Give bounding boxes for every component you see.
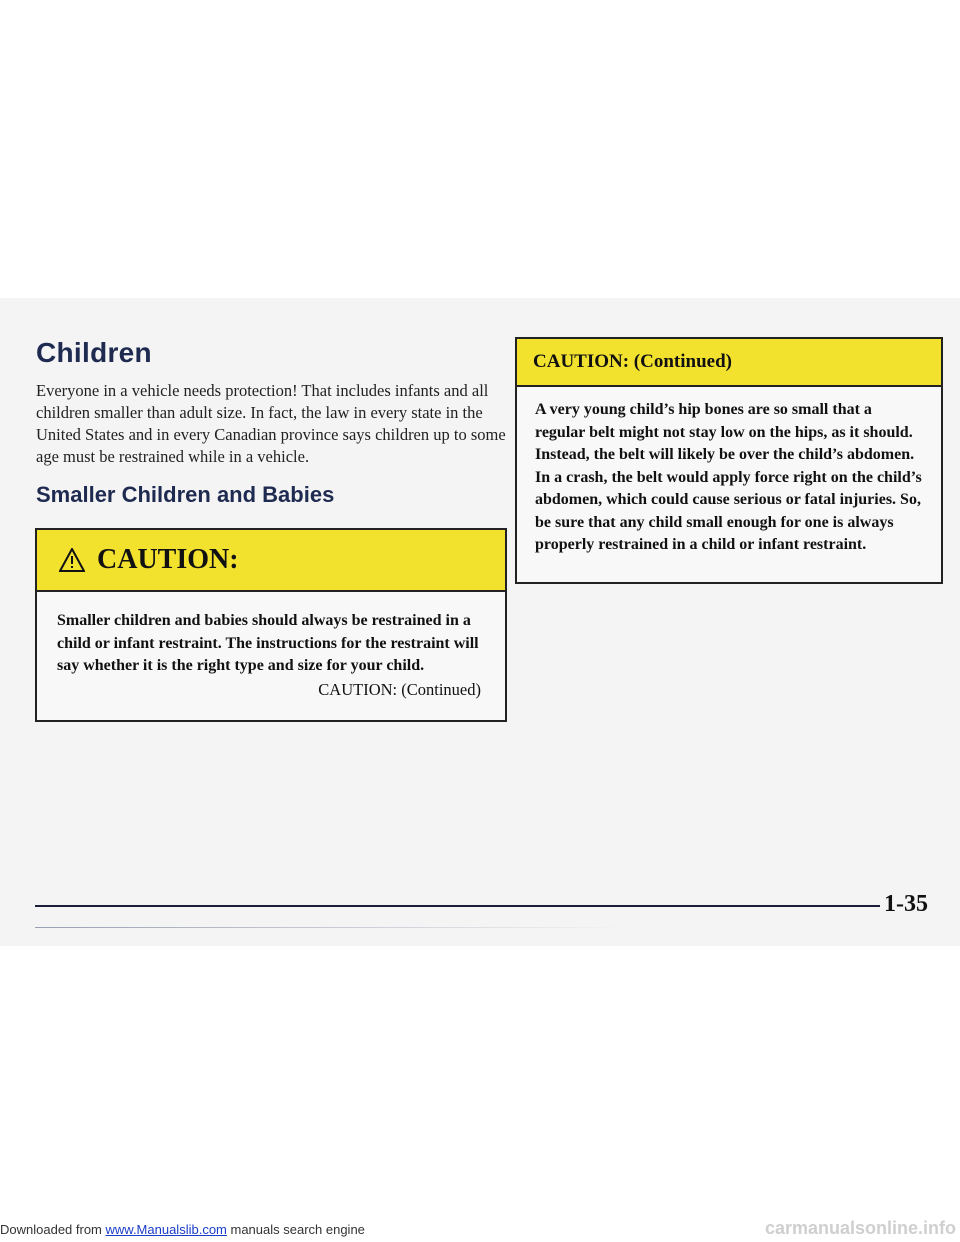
- manualslib-link[interactable]: www.Manualslib.com: [105, 1222, 227, 1237]
- section-heading-children: Children: [36, 337, 152, 368]
- caution-title-continued: CAUTION: (Continued): [533, 351, 732, 372]
- caution-title: CAUTION:: [97, 544, 239, 575]
- scan-shadow-line: [35, 927, 625, 928]
- caution-box-left: [35, 528, 507, 722]
- caution-box-right: [515, 337, 943, 584]
- section-heading-smaller-children: Smaller Children and Babies: [36, 482, 335, 507]
- page-number: 1-35: [884, 891, 928, 917]
- caution-body-continued: [517, 387, 941, 557]
- footer-rule: [35, 905, 880, 907]
- caution-header: [37, 530, 505, 592]
- caution-body: [37, 592, 505, 701]
- footer-suffix: manuals search engine: [226, 1222, 365, 1237]
- warning-triangle-icon: [59, 548, 85, 572]
- site-watermark: carmanualsonline.info: [764, 1218, 956, 1238]
- footer-prefix: Downloaded from: [0, 1222, 106, 1237]
- caution-header-continued: [517, 339, 941, 387]
- children-paragraph: Everyone in a vehicle needs protection! That includes infants and all children smaller than adult size. In fact, the law in every state in the United States and in every Canadian province says children up to some age must be restrained while in a vehicle.: [36, 381, 506, 466]
- caution-text: Smaller children and babies should always be restrained in a child or infant restraint. The instructions for the restraint will say whether it is the right type and size for your child.: [57, 612, 479, 674]
- caution-continued-label: CAUTION: (Continued): [318, 679, 481, 699]
- download-footer: [0, 1222, 365, 1237]
- caution-text-continued: A very young child’s hip bones are so small that a regular belt might not stay low on the hips, as it should. Instead, the belt will likely be over the child’s abdomen. In a crash, the belt would apply force right on the child’s abdomen, which could cause serious or fatal injuries. So, be sure that any child small enough for one is always properly restrained in a child or infant restraint.: [535, 401, 922, 553]
